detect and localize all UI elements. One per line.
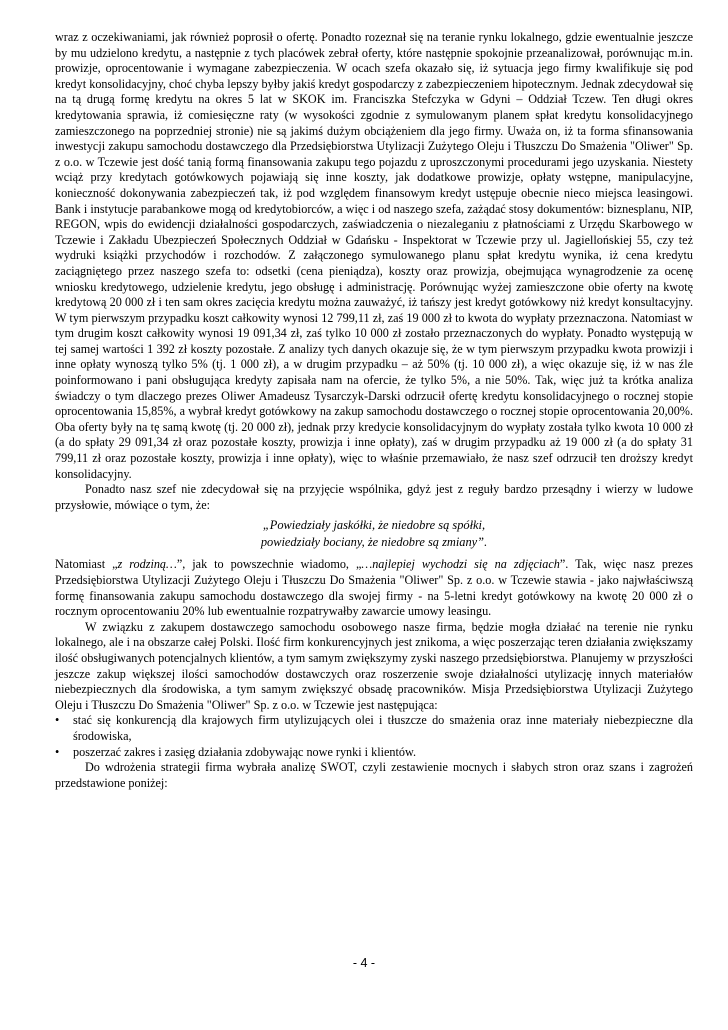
mission-list-item <box>55 745 693 761</box>
proverb-line-1: „Powiedziały jaskółki, że niedobre są spółki, <box>262 518 486 533</box>
mission-list-item <box>55 713 693 744</box>
mission-item-text: poszerzać zakres i zasięg działania zdobywając nowe rynki i klientów. <box>73 744 417 759</box>
paragraph-swot-intro: Do wdrożenia strategii firma wybrała analizę SWOT, czyli zestawienie mocnych i słabych stron oraz szans i zagrożeń przedstawione poniżej: <box>55 760 693 790</box>
bullet-icon: • <box>55 744 60 759</box>
italic-segment: z rodziną… <box>117 557 177 572</box>
paragraph-partner-decision: Ponadto nasz szef nie zdecydował się na przyjęcie wspólnika, gdyż jest z reguły bardzo przesądny i wierzy w ludowe przysłowie, mówiące o tym, że: <box>55 482 693 512</box>
mission-item-text: stać się konkurencją dla krajowych firm utylizujących olei i tłuszcze do smażenia oraz inne materiały niebezpieczne dla środowiska, <box>73 713 693 743</box>
paragraph-credit-analysis: wraz z oczekiwaniami, jak również poprosił o ofertę. Ponadto rozeznał się na teranie rynku lokalnego, gdzie ewentualnie jeszcze by mu udzielono kredytu, a następnie z tych placówek zebrał oferty, które następnie spokojnie przeanalizował, porównując m.in. prowizje, oprocentowanie i wymagane zabezpieczenia. W ocach szefa okazało się, iż sytuacja jego firmy kwalifikuje się pod kredyt konsolidacyjny, choć chyba lepszy byłby jakiś kredyt gospodarczy z zabezpieczeniem hipotecznym. Jednak zdecydował się na tą drugą formę kredytu na okres 5 lat w SKOK im. Franciszka Stefczyka w Gdyni – Oddział Tczew. Ten długi okres kredytowania sprawia, iż comiesięczne raty (w wysokości zgodnie z symulowanym planem spłat kredytu konsolidacyjnego zamieszczonego na poprzedniej stronie) nie są jakimś dużym obciążeniem dla jego firmy. Uważa on, iż ta forma sfinansowania inwestycji zakupu samochodu dostawczego dla Przedsiębiorstwa Utylizacji Zużytego Oleju i Tłuszczu Do Smażenia "Oliwer" Sp. z o.o. w Tczewie jest dość tanią formą finansowania zakupu tego pojazdu z uproszczonymi procedurami jego uzyskania. Niestety wciąż przy kredytach gotówkowych pojawiają się inne koszty, jak dodatkowe prowizje, opłaty wstępne, manipulacyjne, konieczność dokonywania zabezpieczeń tak, iż pod względem finansowym kredyt ustępuje obecnie nieco miejsca leasingowi. Bank i instytucje parabankowe mogą od kredytobiorców, a więc i od naszego szefa, zażądać stosy dokumentów: biznesplanu, NIP, REGON, wpis do ewidencji działalności gospodarczych, zaświadczenia o niezaleganiu z płatnościami z Urzędu Skarbowego w Tczewie i Zakładu Ubezpieczeń Społecznych Oddział w Gdańsku - Inspektorat w Tczewie przy ul. Jagiellońskiej 55, czy też wydruki książki przychodów i rozchodów. Z załączonego symulowanego planu spłat kredytu wynika, iż cena kredytu zaciągniętego przez naszego szefa to: odsetki (cena pieniądza), koszty oraz prowizja, obejmująca wynagrodzenie za ocenę wniosku kredytowego, udzielenie kredytu, jego obsługę i administrację. Porównując wyżej zamieszczone obie oferty na kwotę kredytową 20 000 zł i ten sam okres zacięcia kredytu można zauważyć, iż tańszy jest kredyt gotówkowy niż kredyt konsultacyjny. W tym pierwszym przypadku koszt całkowity wynosi 12 799,11 zł, zaś 19 000 zł to kwota do wypłaty przeznaczona. Natomiast w tym drugim koszt całkowity wynosi 19 091,34 zł, zaś tylko 10 000 zł zostało przeznaczonych do wypłaty. Ponadto występują w tej samej wartości 1 392 zł koszty pozostałe. Z analizy tych danych okazuje się, że w tym pierwszym przypadku kwota prowizji i inne opłaty wynoszą tylko 5% (tj. 1 000 zł), a w drugim przypadku – aż 50% (tj. 10 000 zł), a więc okazuje się, iż w nas źle poinformowano i pani obsługująca kredyty zapisała nam na ofercie, że tylko 5%, a nie 50%. Tak, więc już ta krótka analiza świadczy o tym dlaczego prezes Oliwer Amadeusz Tysarczyk-Darski odrzucił ofertę kredytu konsolidacyjnego o rocznej stopie oprocentowania 15,85%, a wybrał kredyt gotówkowy na zakup samochodu dostawczego o rocznej stopie oprocentowania 20,00%. Oba oferty były na tę samą kwotę (tj. 20 000 zł), jednak przy kredycie konsolidacyjnym do wypłaty została tylko kwota 10 000 zł (a do spłaty 29 091,34 zł oraz pozostałe koszty, prowizja i inne opłaty), zaś w drugim przypadku aż 19 000 zł (a do spłaty 31 799,11 zł oraz pozostałe koszty, prowizja i inne opłaty), więc to właśnie przemawiało, że nasz szef odrzucił ten droższy kredyt konsolidacyjny. <box>55 30 693 481</box>
document-page <box>55 30 693 791</box>
text-segment: Natomiast „ <box>55 557 118 572</box>
bullet-icon: • <box>55 713 60 728</box>
paragraph-financing-choice <box>55 557 693 619</box>
page-number: - 4 - <box>352 956 376 970</box>
text-segment: ”. Tak, więc nasz prezes Przedsiębiorstwa Utylizacji Zużytego Oleju i Tłuszczu Do Smażenia "Oliwer" Sp. z o.o. w Tczewie stawia - jako najwłaściwszą formę finansowania zakupu samochodu dostawczego dla swojej firmy - na 5-letni kredyt gotówkowy na kwotę 20 000 zł o rocznym oprocentowaniu 20% lub ewentualnie rozpatrywałby zawarcie umowy leasingu. <box>55 557 693 619</box>
paragraph-expansion-mission: W związku z zakupem dostawczego samochodu osobowego nasze firma, będzie mogła działać na terenie nie rynku lokalnego, ale i na obszarze całej Polski. Ilość firm konkurencyjnych jest znikoma, a więc poszerzając teren działania zwiększamy ilość obsługiwanych potencjalnych klientów, a tym samym zwiększymy zyski naszego przedsiębiorstwa. Planujemy w przyszłości jeszcze zakup większej ilości samochodów dostawczych oraz roszerzenie swoje działalności utylizację innych materiałów niebezpiecznych dla środowiska, a tym samym zwiększyć obsadę pracowników. Misja Przedsiębiorstwa Utylizacji Zużytego Oleju i Tłuszczu Do Smażenia "Oliwer" Sp. z o.o. w Tczewie jest następująca: <box>55 619 693 712</box>
proverb-quote <box>55 517 693 551</box>
mission-list <box>55 713 693 760</box>
text-segment: ”, jak to powszechnie wiadomo, „ <box>176 557 362 572</box>
proverb-line-2: powiedziały bociany, że niedobre są zmiany”. <box>260 535 488 550</box>
italic-segment: …najlepiej wychodzi się na zdjęciach <box>361 557 560 572</box>
